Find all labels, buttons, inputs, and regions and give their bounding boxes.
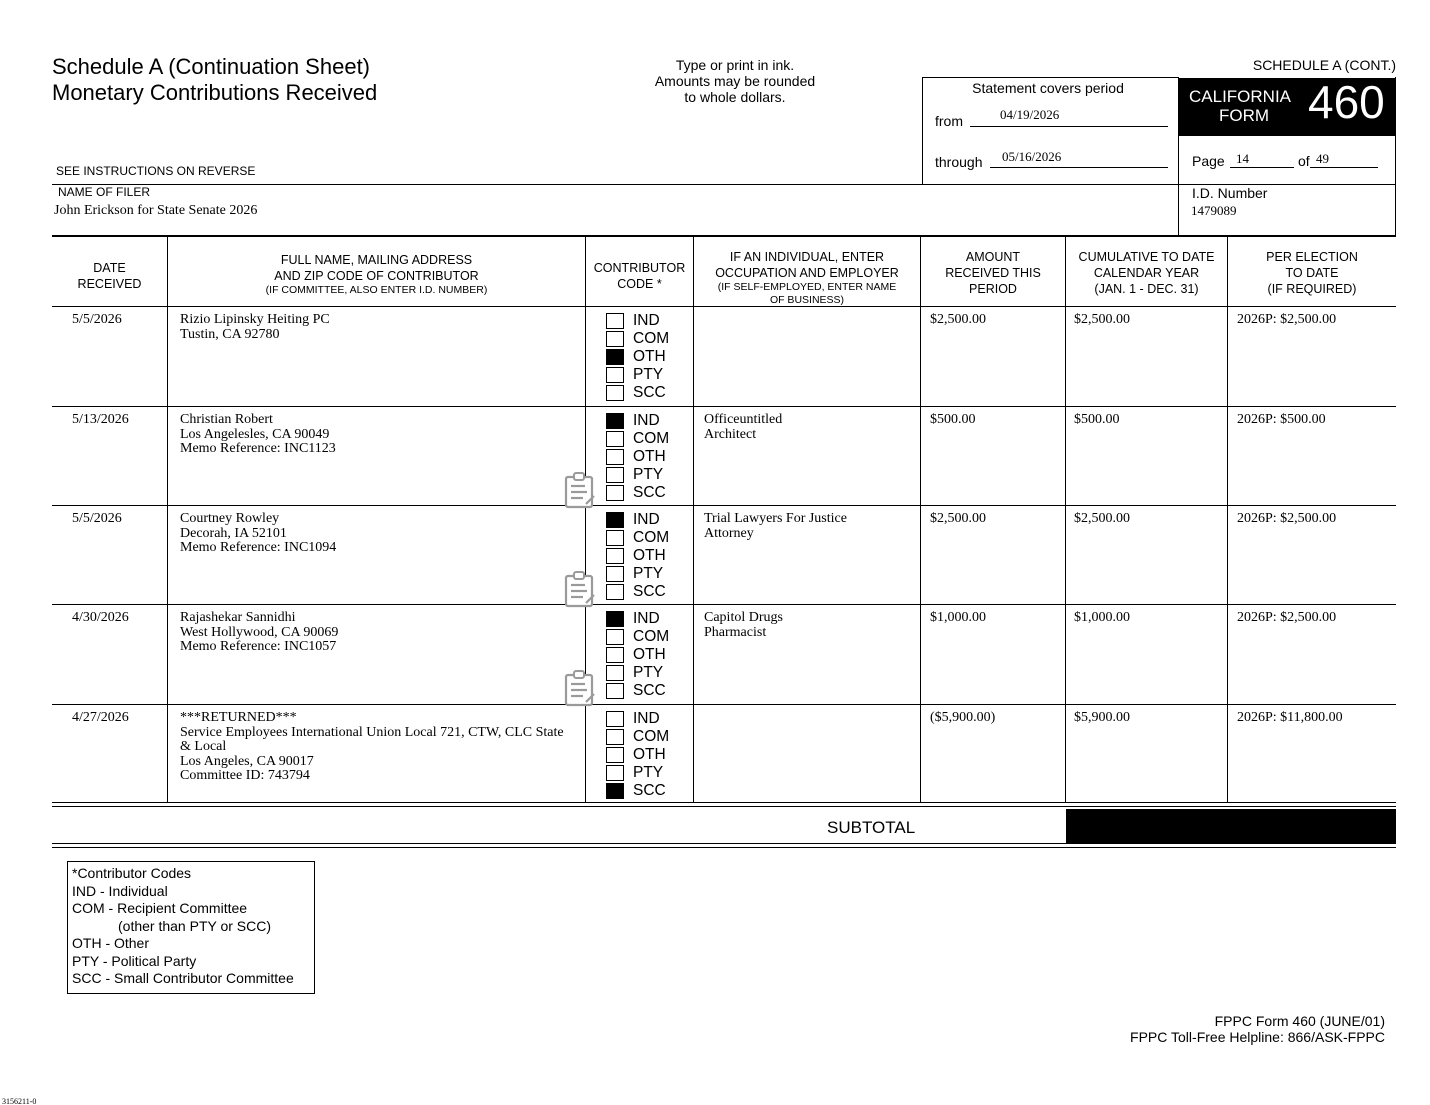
code-checkbox[interactable] bbox=[606, 367, 624, 383]
underline bbox=[1310, 167, 1378, 168]
col-header-line: RECEIVED bbox=[77, 277, 142, 291]
col-header-line: (IF REQUIRED) bbox=[1267, 282, 1357, 296]
col-header-occupation bbox=[694, 249, 920, 307]
contributor-line: Courtney Rowley bbox=[180, 511, 280, 526]
contributor-line: Los Angeles, CA 90017 bbox=[180, 753, 314, 769]
amount-received-field[interactable]: $500.00 bbox=[930, 412, 976, 427]
code-option-pty bbox=[606, 366, 686, 384]
code-checkbox[interactable] bbox=[606, 530, 624, 546]
code-option-pty bbox=[606, 764, 686, 782]
code-option-ind bbox=[606, 412, 686, 430]
code-option-ind bbox=[606, 511, 686, 529]
subtotal-divider bbox=[52, 847, 1396, 848]
legend-item: (other than PTY or SCC) bbox=[118, 917, 272, 934]
code-label: SCC bbox=[633, 384, 666, 401]
filer-name-field[interactable]: John Erickson for State Senate 2026 bbox=[54, 203, 258, 218]
legend-title: *Contributor Codes bbox=[72, 865, 192, 881]
occupation-line: Pharmacist bbox=[704, 624, 767, 640]
code-checkbox[interactable] bbox=[606, 313, 624, 329]
through-date-field[interactable]: 05/16/2026 bbox=[1002, 149, 1062, 164]
code-option-ind bbox=[606, 710, 686, 728]
col-header-cumulative bbox=[1066, 249, 1227, 297]
cumulative-to-date-field[interactable]: $500.00 bbox=[1074, 412, 1120, 427]
col-header-line: TO DATE bbox=[1285, 266, 1339, 280]
row-divider bbox=[52, 802, 1396, 803]
code-option-scc bbox=[606, 583, 686, 601]
date-received-field[interactable]: 5/5/2026 bbox=[72, 312, 122, 327]
underline bbox=[970, 126, 1168, 127]
page-total-field[interactable]: 49 bbox=[1316, 151, 1329, 166]
memo-clipboard-icon[interactable] bbox=[563, 570, 597, 608]
col-header-line: (IF SELF-EMPLOYED, ENTER NAME bbox=[717, 281, 897, 293]
code-label: IND bbox=[633, 412, 660, 429]
code-option-oth bbox=[606, 746, 686, 764]
code-option-oth bbox=[606, 348, 686, 366]
memo-clipboard-icon[interactable] bbox=[563, 471, 597, 509]
column-divider bbox=[1227, 237, 1228, 803]
contributor-line: Memo Reference: INC1123 bbox=[180, 441, 336, 456]
date-received-field[interactable]: 4/27/2026 bbox=[72, 710, 129, 725]
code-checkbox[interactable] bbox=[606, 647, 624, 663]
date-received-field[interactable]: 4/30/2026 bbox=[72, 610, 129, 625]
occupation-line: Attorney bbox=[704, 525, 754, 541]
date-received-field[interactable]: 5/5/2026 bbox=[72, 511, 122, 526]
code-checkbox[interactable] bbox=[606, 385, 624, 401]
ink-note bbox=[620, 57, 850, 105]
col-header-line: PER ELECTION bbox=[1266, 250, 1358, 264]
statement-period-label: Statement covers period bbox=[972, 80, 1124, 96]
schedule-cont-label: SCHEDULE A (CONT.) bbox=[1252, 57, 1396, 73]
code-option-scc bbox=[606, 782, 686, 800]
table-top-border bbox=[52, 235, 1396, 237]
col-header-line: (IF COMMITTEE, ALSO ENTER I.D. NUMBER) bbox=[265, 284, 488, 296]
per-election-field[interactable]: 2026P: $11,800.00 bbox=[1237, 710, 1343, 725]
occupation-line: Trial Lawyers For Justice bbox=[704, 511, 847, 526]
contributor-line: ***RETURNED*** bbox=[180, 710, 297, 725]
contributor-code-group bbox=[606, 312, 686, 402]
code-label: COM bbox=[633, 628, 670, 645]
code-label: COM bbox=[633, 529, 670, 546]
underline bbox=[1230, 167, 1294, 168]
col-header-line: OF BUSINESS) bbox=[769, 294, 845, 306]
amount-received-field[interactable]: $1,000.00 bbox=[930, 610, 986, 625]
amount-received-field[interactable]: $2,500.00 bbox=[930, 511, 986, 526]
contributor-line: & Local bbox=[180, 739, 227, 754]
code-label: PTY bbox=[633, 466, 664, 483]
col-header-line: RECEIVED THIS bbox=[945, 266, 1041, 280]
code-checkbox[interactable] bbox=[606, 485, 624, 501]
see-instructions: SEE INSTRUCTIONS ON REVERSE bbox=[56, 164, 256, 178]
code-label: OTH bbox=[633, 448, 666, 465]
contributor-name-address[interactable] bbox=[180, 611, 582, 655]
col-header-line: CODE * bbox=[617, 277, 662, 291]
contributor-code-group bbox=[606, 610, 686, 700]
code-checkbox[interactable] bbox=[606, 413, 624, 429]
fppc-helpline: FPPC Toll-Free Helpline: 866/ASK-FPPC bbox=[1130, 1029, 1385, 1045]
col-header-line: CONTRIBUTOR bbox=[593, 261, 686, 275]
code-label: PTY bbox=[633, 664, 664, 681]
code-option-scc bbox=[606, 484, 686, 502]
from-date-field[interactable]: 04/19/2026 bbox=[1000, 107, 1060, 122]
legend-item: OTH - Other bbox=[72, 935, 150, 951]
amount-received-field[interactable]: ($5,900.00) bbox=[930, 710, 996, 725]
code-label: OTH bbox=[633, 547, 666, 564]
column-divider bbox=[167, 237, 168, 803]
contributor-codes-legend bbox=[67, 861, 315, 994]
code-checkbox[interactable] bbox=[606, 729, 624, 745]
column-divider bbox=[920, 237, 921, 803]
form-number: 460 bbox=[1308, 76, 1385, 128]
code-option-ind bbox=[606, 610, 686, 628]
underline bbox=[990, 167, 1168, 168]
occupation-line: Capitol Drugs bbox=[704, 610, 783, 625]
row-divider bbox=[52, 604, 1396, 605]
code-checkbox[interactable] bbox=[606, 747, 624, 763]
divider bbox=[922, 77, 1179, 78]
col-header-line: IF AN INDIVIDUAL, ENTER bbox=[729, 250, 885, 264]
contributor-line: Memo Reference: INC1094 bbox=[180, 540, 337, 555]
contributor-line: Rizio Lipinsky Heiting PC bbox=[180, 312, 330, 327]
contributor-line: Decorah, IA 52101 bbox=[180, 525, 287, 541]
col-header-line: PERIOD bbox=[969, 282, 1017, 296]
per-election-field[interactable]: 2026P: $500.00 bbox=[1237, 412, 1326, 427]
code-checkbox[interactable] bbox=[606, 349, 624, 365]
col-header-amount bbox=[921, 249, 1065, 297]
form-label: FORM bbox=[1219, 106, 1270, 125]
legend-item: SCC - Small Contributor Committee bbox=[72, 970, 294, 986]
code-label: IND bbox=[633, 511, 660, 528]
code-checkbox[interactable] bbox=[606, 449, 624, 465]
id-number-label: I.D. Number bbox=[1192, 185, 1268, 201]
code-option-oth bbox=[606, 448, 686, 466]
code-option-pty bbox=[606, 466, 686, 484]
memo-clipboard-icon[interactable] bbox=[563, 669, 597, 707]
code-option-oth bbox=[606, 646, 686, 664]
contributor-name-address[interactable] bbox=[180, 313, 582, 342]
col-header-line: AMOUNT bbox=[965, 250, 1021, 264]
code-checkbox[interactable] bbox=[606, 566, 624, 582]
through-label: through bbox=[935, 154, 983, 170]
ink-note-line: Amounts may be rounded bbox=[654, 73, 816, 89]
code-checkbox[interactable] bbox=[606, 783, 624, 799]
cumulative-to-date-field[interactable]: $2,500.00 bbox=[1074, 312, 1130, 327]
code-option-pty bbox=[606, 565, 686, 583]
cumulative-to-date-field[interactable]: $5,900.00 bbox=[1074, 710, 1130, 725]
code-label: SCC bbox=[633, 782, 666, 799]
row-divider bbox=[52, 704, 1396, 705]
col-header-line: CUMULATIVE TO DATE bbox=[1078, 250, 1215, 264]
ink-note-line: Type or print in ink. bbox=[675, 57, 795, 73]
code-checkbox[interactable] bbox=[606, 431, 624, 447]
column-divider bbox=[693, 237, 694, 803]
row-divider bbox=[52, 406, 1396, 407]
legend-item: COM - Recipient Committee bbox=[72, 900, 248, 916]
legend-item: PTY - Political Party bbox=[72, 952, 197, 969]
code-label: PTY bbox=[633, 366, 664, 383]
code-label: OTH bbox=[633, 746, 666, 763]
code-option-pty bbox=[606, 664, 686, 682]
code-option-com bbox=[606, 529, 686, 547]
contributor-line: Christian Robert bbox=[180, 412, 273, 427]
col-header-line: OCCUPATION AND EMPLOYER bbox=[715, 266, 899, 280]
document-id: 3156211-0 bbox=[2, 1097, 37, 1105]
code-label: PTY bbox=[633, 764, 664, 781]
occupation-line: Officeuntitled bbox=[704, 412, 783, 427]
fppc-form-id: FPPC Form 460 (JUNE/01) bbox=[1214, 1013, 1385, 1029]
code-checkbox[interactable] bbox=[606, 711, 624, 727]
code-option-ind bbox=[606, 312, 686, 330]
code-label: COM bbox=[633, 728, 670, 745]
cumulative-to-date-field[interactable]: $1,000.00 bbox=[1074, 610, 1130, 625]
form-subtitle: Monetary Contributions Received bbox=[52, 80, 378, 105]
col-header-name bbox=[168, 252, 585, 297]
code-option-com bbox=[606, 628, 686, 646]
code-label: IND bbox=[633, 610, 660, 627]
contributor-line: Rajashekar Sannidhi bbox=[180, 610, 296, 625]
code-label: SCC bbox=[633, 484, 666, 501]
ink-note-line: to whole dollars. bbox=[684, 89, 786, 105]
filer-name-label: NAME OF FILER bbox=[58, 185, 151, 199]
legend-item: IND - Individual bbox=[72, 882, 168, 899]
subtotal-label: SUBTOTAL bbox=[827, 818, 916, 837]
code-label: OTH bbox=[633, 646, 666, 663]
code-label: SCC bbox=[633, 583, 666, 600]
amount-received-field[interactable]: $2,500.00 bbox=[930, 312, 986, 327]
code-checkbox[interactable] bbox=[606, 584, 624, 600]
page-label: Page bbox=[1192, 153, 1225, 169]
contributor-line: Service Employees International Union Local 721, CTW, CLC State bbox=[180, 724, 564, 740]
col-header-line: CALENDAR YEAR bbox=[1093, 266, 1200, 280]
code-label: OTH bbox=[633, 348, 666, 365]
code-checkbox[interactable] bbox=[606, 512, 624, 528]
page-number-field[interactable]: 14 bbox=[1236, 151, 1249, 166]
row-divider bbox=[52, 806, 1396, 807]
col-header-per-election bbox=[1228, 249, 1396, 297]
contributor-name-address[interactable] bbox=[180, 413, 582, 457]
code-checkbox[interactable] bbox=[606, 467, 624, 483]
from-label: from bbox=[935, 113, 963, 129]
code-label: COM bbox=[633, 430, 670, 447]
subtotal-box bbox=[1066, 809, 1396, 843]
column-divider bbox=[585, 237, 586, 803]
code-label: IND bbox=[633, 710, 660, 727]
code-checkbox[interactable] bbox=[606, 629, 624, 645]
contributor-name-address[interactable] bbox=[180, 711, 582, 784]
contributor-line: Committee ID: 743794 bbox=[180, 768, 310, 783]
code-label: COM bbox=[633, 330, 670, 347]
code-label: IND bbox=[633, 312, 660, 329]
code-checkbox[interactable] bbox=[606, 665, 624, 681]
contributor-line: West Hollywood, CA 90069 bbox=[180, 624, 339, 640]
occupation-line: Architect bbox=[704, 426, 757, 442]
per-election-field[interactable]: 2026P: $2,500.00 bbox=[1237, 511, 1337, 526]
cumulative-to-date-field[interactable]: $2,500.00 bbox=[1074, 511, 1130, 526]
col-header-line: DATE bbox=[93, 261, 126, 275]
subtotal-divider bbox=[52, 843, 1396, 844]
per-election-field[interactable]: 2026P: $2,500.00 bbox=[1237, 610, 1337, 625]
contributor-name-address[interactable] bbox=[180, 512, 582, 556]
code-label: SCC bbox=[633, 682, 666, 699]
column-divider bbox=[1065, 237, 1066, 803]
occupation-employer-field[interactable] bbox=[704, 413, 916, 442]
code-checkbox[interactable] bbox=[606, 548, 624, 564]
code-option-scc bbox=[606, 384, 686, 402]
code-checkbox[interactable] bbox=[606, 683, 624, 699]
col-header-line: FULL NAME, MAILING ADDRESS bbox=[280, 253, 473, 267]
of-label: of bbox=[1298, 153, 1310, 169]
code-option-com bbox=[606, 728, 686, 746]
date-received-field[interactable]: 5/13/2026 bbox=[72, 412, 129, 427]
code-option-scc bbox=[606, 682, 686, 700]
occupation-employer-field[interactable] bbox=[704, 611, 916, 640]
col-header-code bbox=[586, 260, 693, 292]
code-checkbox[interactable] bbox=[606, 765, 624, 781]
contributor-line: Tustin, CA 92780 bbox=[180, 326, 280, 342]
contributor-code-group bbox=[606, 412, 686, 502]
contributor-line: Los Angelesles, CA 90049 bbox=[180, 426, 330, 442]
code-label: PTY bbox=[633, 565, 664, 582]
contributor-code-group bbox=[606, 511, 686, 601]
code-option-com bbox=[606, 430, 686, 448]
contributor-line: Memo Reference: INC1057 bbox=[180, 639, 337, 654]
code-checkbox[interactable] bbox=[606, 611, 624, 627]
row-divider bbox=[52, 505, 1396, 506]
california-label: CALIFORNIA bbox=[1189, 87, 1292, 106]
code-option-oth bbox=[606, 547, 686, 565]
occupation-employer-field[interactable] bbox=[704, 512, 916, 541]
col-header-line: AND ZIP CODE OF CONTRIBUTOR bbox=[274, 269, 479, 283]
per-election-field[interactable]: 2026P: $2,500.00 bbox=[1237, 312, 1337, 327]
col-header-line: (JAN. 1 - DEC. 31) bbox=[1094, 282, 1199, 296]
form-title: Schedule A (Continuation Sheet) bbox=[52, 54, 371, 79]
code-option-com bbox=[606, 330, 686, 348]
id-number-field[interactable]: 1479089 bbox=[1191, 203, 1237, 218]
contributor-code-group bbox=[606, 710, 686, 800]
code-checkbox[interactable] bbox=[606, 331, 624, 347]
col-header-date bbox=[52, 260, 167, 292]
